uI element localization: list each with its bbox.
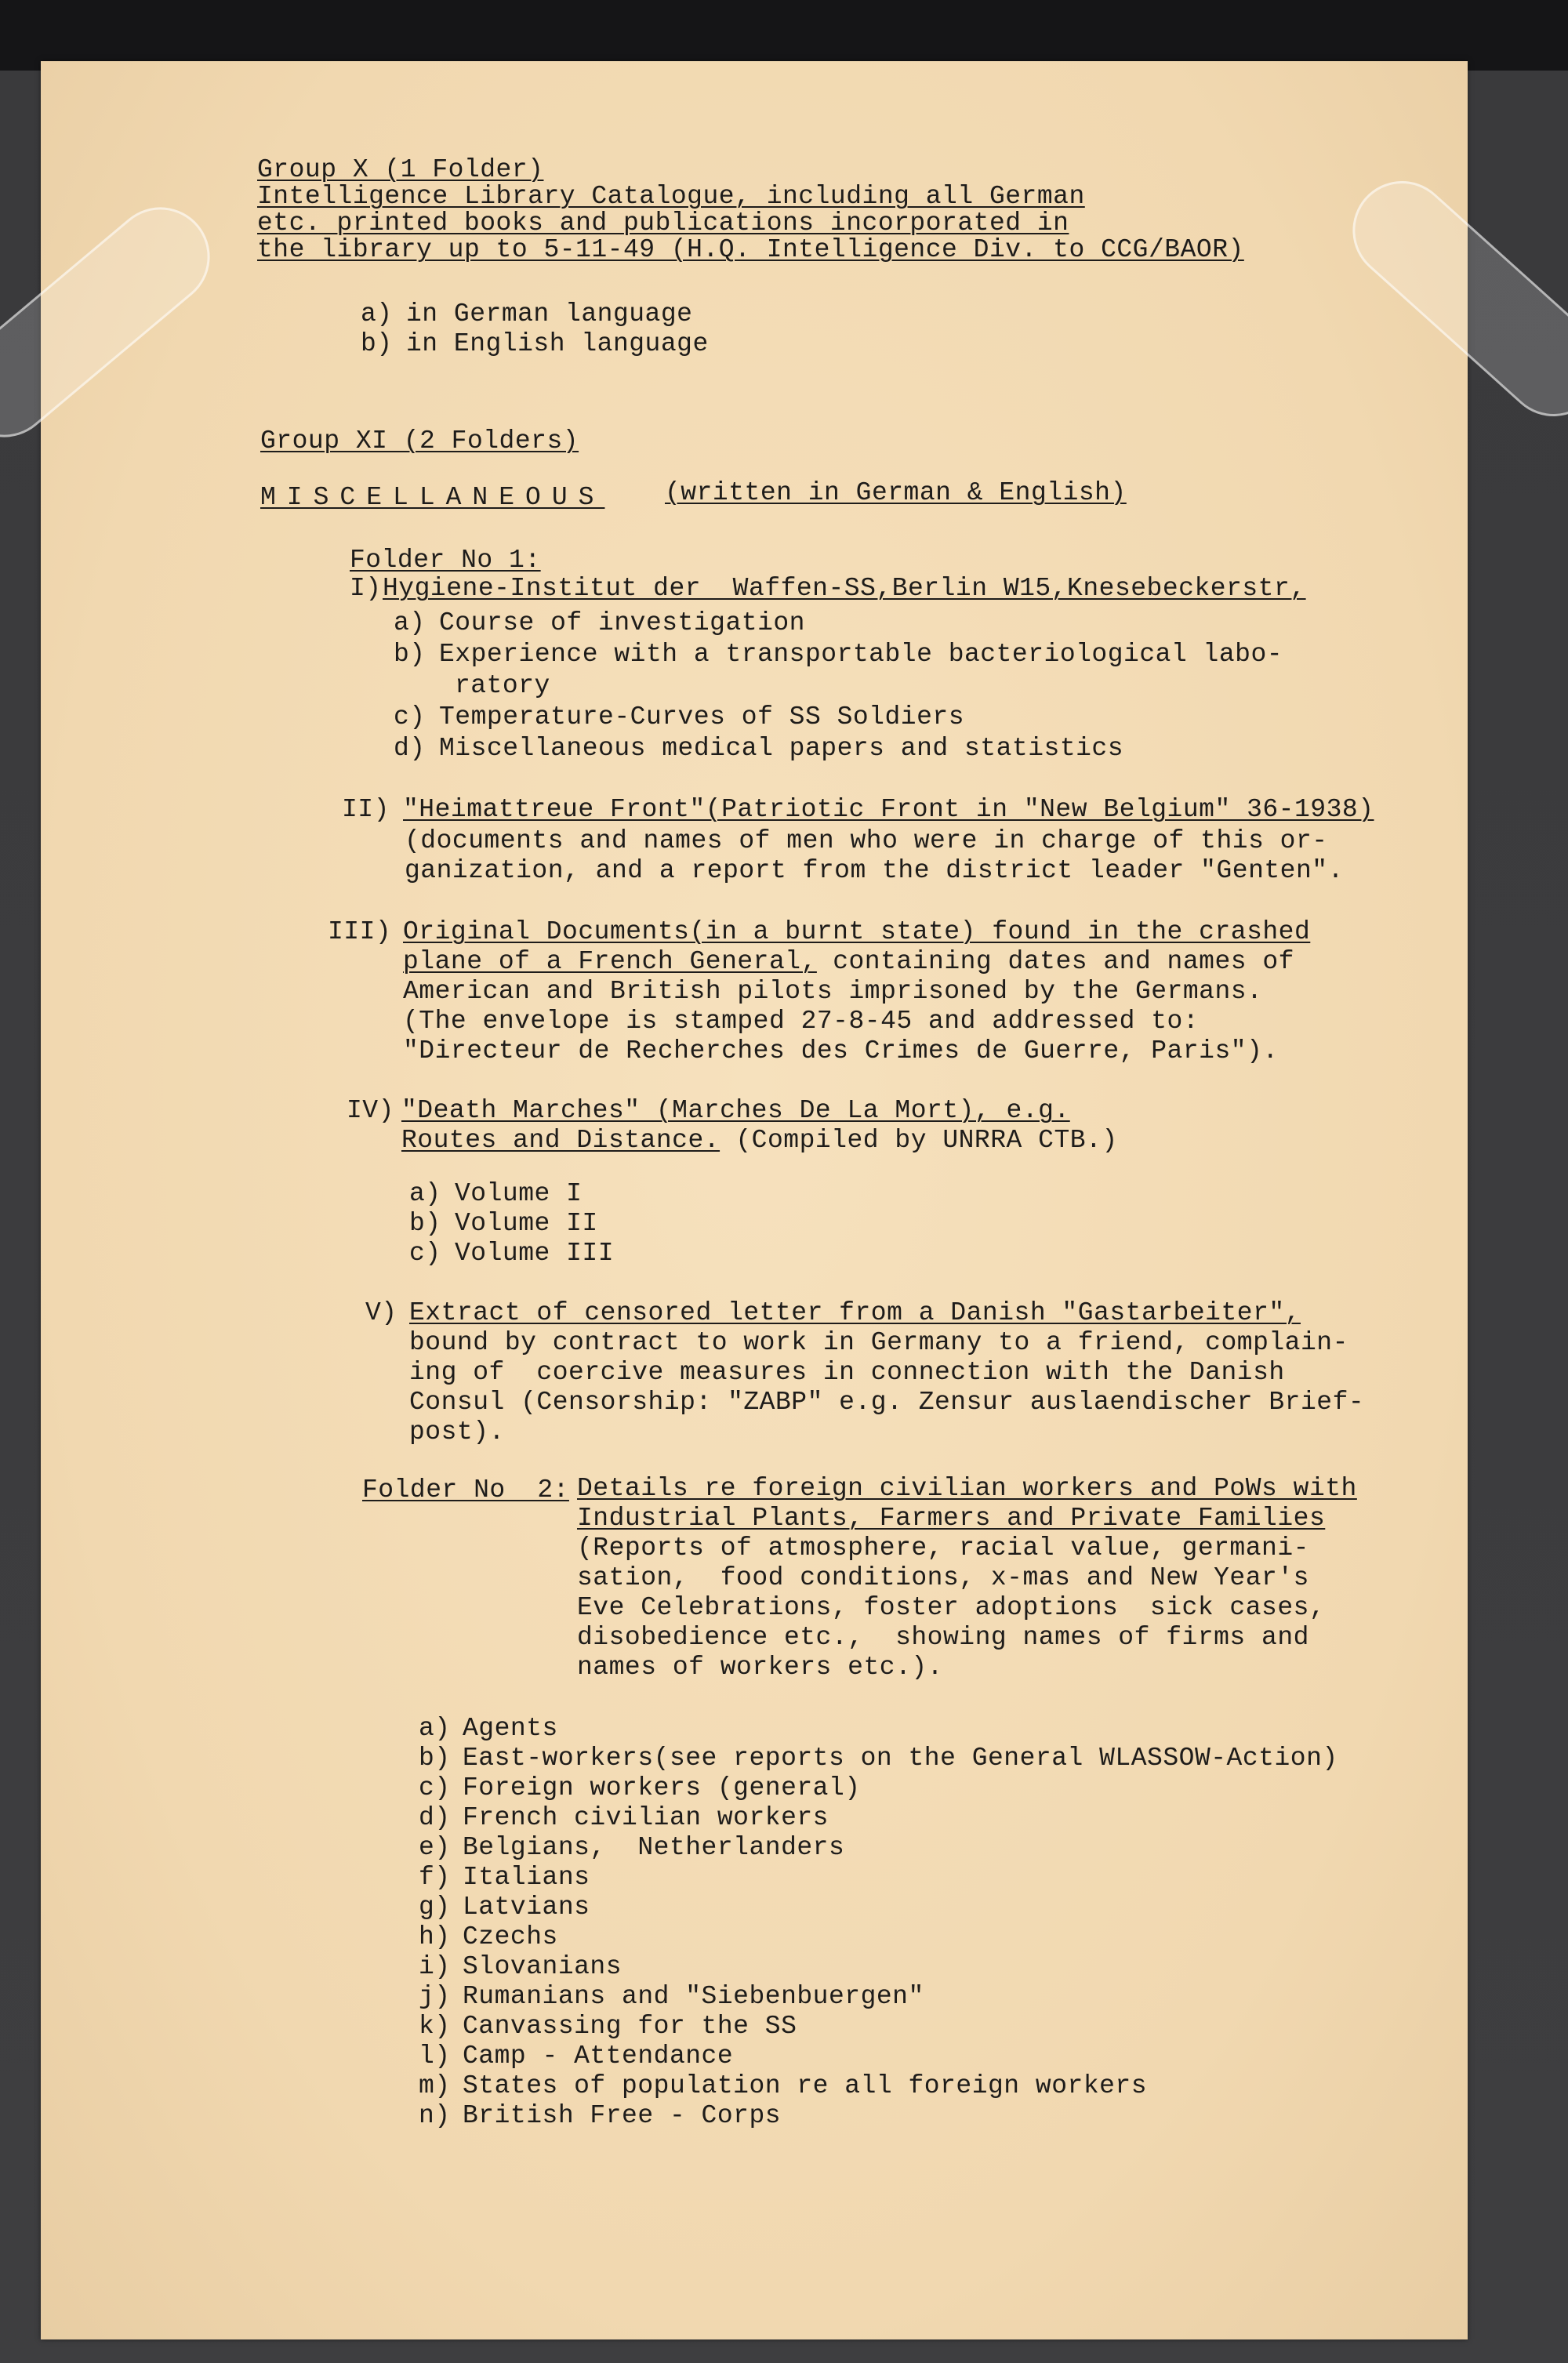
section-text: "Directeur de Recherches des Crimes de Guerre, Paris"). (403, 1036, 1279, 1065)
list-item: in English language (406, 329, 709, 358)
list-label: k) (419, 2012, 451, 2041)
folder-2-desc: names of workers etc.). (577, 1653, 943, 1682)
group-xi-heading: Group XI (2 Folders) (260, 427, 579, 456)
list-label: h) (419, 1922, 451, 1951)
list-label: i) (419, 1952, 451, 1981)
list-item: Camp - Attendance (463, 2042, 734, 2071)
folder-2-desc: disobedience etc., showing names of firms and (577, 1623, 1309, 1652)
list-label: b) (394, 640, 426, 669)
list-item: Italians (463, 1863, 590, 1892)
folder-2-desc: (Reports of atmosphere, racial value, germani- (577, 1534, 1309, 1563)
list-item: Volume II (455, 1209, 598, 1238)
section-title: "Death Marches" (Marches De La Mort), e.g. (401, 1096, 1070, 1125)
section-title: "Heimattreue Front"(Patriotic Front in "New Belgium" 36-1938) (403, 795, 1374, 824)
list-label: m) (419, 2071, 451, 2100)
list-label: c) (394, 702, 426, 731)
list-label: b) (409, 1209, 441, 1238)
section-text: bound by contract to work in Germany to a friend, complain- (409, 1328, 1348, 1357)
list-label: d) (394, 734, 426, 763)
folder-2-heading: Folder No 2: (362, 1476, 569, 1505)
list-item: Belgians, Netherlanders (463, 1833, 845, 1862)
list-item: Agents (463, 1714, 558, 1743)
list-label: c) (419, 1773, 451, 1802)
list-item: Course of investigation (439, 608, 805, 637)
section-numeral: IV) (347, 1096, 394, 1125)
folder-1-heading: Folder No 1: (350, 546, 541, 575)
group-x-title-line: the library up to 5-11-49 (H.Q. Intelligence Div. to CCG/BAOR) (257, 235, 1244, 264)
list-label: c) (409, 1239, 441, 1268)
list-label: b) (419, 1744, 451, 1773)
list-item: Rumanians and "Siebenbuergen" (463, 1982, 924, 2011)
section-title-continued: plane of a French General, (403, 947, 817, 976)
list-label: n) (419, 2101, 451, 2130)
section-title: Hygiene-Institut der Waffen-SS,Berlin W15,Knesebeckerstr, (383, 574, 1306, 603)
list-item: Foreign workers (general) (463, 1773, 861, 1802)
list-item: Miscellaneous medical papers and statistics (439, 734, 1124, 763)
section-text: (The envelope is stamped 27-8-45 and addressed to: (403, 1007, 1200, 1036)
list-item: British Free - Corps (463, 2101, 782, 2130)
miscellaneous-heading: MISCELLANEOUS (260, 483, 605, 512)
section-title: Extract of censored letter from a Danish "Gastarbeiter", (409, 1298, 1301, 1327)
list-item: Slovanians (463, 1952, 622, 1981)
list-item: Temperature-Curves of SS Soldiers (439, 702, 965, 731)
group-x-heading: Group X (1 Folder) (257, 155, 544, 184)
folder-2-title-line: Industrial Plants, Farmers and Private Families (577, 1504, 1326, 1533)
section-text: ganization, and a report from the district leader "Genten". (405, 856, 1344, 885)
list-item: Latvians (463, 1893, 590, 1922)
group-x-title-line: Intelligence Library Catalogue, including all German (257, 182, 1085, 211)
section-numeral: III) (328, 917, 392, 946)
section-title-continued: Routes and Distance. (401, 1126, 720, 1155)
list-label: a) (361, 299, 393, 328)
list-item: Czechs (463, 1922, 558, 1951)
folder-2-desc: sation, food conditions, x-mas and New Year's (577, 1563, 1309, 1592)
section-numeral: II) (342, 795, 390, 824)
list-item: French civilian workers (463, 1803, 829, 1832)
list-item: East-workers(see reports on the General WLASSOW-Action) (463, 1744, 1338, 1773)
list-label: f) (419, 1863, 451, 1892)
list-item: Volume I (455, 1179, 583, 1208)
list-label: a) (409, 1179, 441, 1208)
folder-2-title-line: Details re foreign civilian workers and PoWs with (577, 1474, 1357, 1503)
list-item: States of population re all foreign workers (463, 2071, 1148, 2100)
list-label: g) (419, 1893, 451, 1922)
folder-2-desc: Eve Celebrations, foster adoptions sick cases, (577, 1593, 1326, 1622)
section-text: (Compiled by UNRRA CTB.) (720, 1126, 1118, 1155)
section-text-line (403, 947, 1294, 977)
miscellaneous-note: (written in German & English) (665, 478, 1127, 507)
list-label: e) (419, 1833, 451, 1862)
list-item: Canvassing for the SS (463, 2012, 797, 2041)
section-text: American and British pilots imprisoned by the Germans. (403, 977, 1263, 1006)
section-text: containing dates and names of (816, 947, 1294, 976)
list-label: a) (394, 608, 426, 637)
list-item: in German language (406, 299, 693, 328)
section-title: Original Documents(in a burnt state) found in the crashed (403, 917, 1311, 946)
section-text: ing of coercive measures in connection with the Danish (409, 1358, 1285, 1387)
list-label: j) (419, 1982, 451, 2011)
list-label: d) (419, 1803, 451, 1832)
section-text-line (401, 1126, 1118, 1156)
section-numeral: I) (350, 574, 382, 603)
list-item: Experience with a transportable bacteriological labo- (439, 640, 1283, 669)
list-label: a) (419, 1714, 451, 1743)
section-numeral: V) (365, 1298, 397, 1327)
group-x-title-line: etc. printed books and publications incorporated in (257, 209, 1069, 238)
list-item: Volume III (455, 1239, 615, 1268)
section-text: post). (409, 1417, 505, 1446)
section-text: (documents and names of men who were in charge of this or- (405, 826, 1328, 855)
list-label: b) (361, 329, 393, 358)
list-item: ratory (455, 671, 550, 700)
list-label: l) (419, 2042, 451, 2071)
section-text: Consul (Censorship: "ZABP" e.g. Zensur auslaendischer Brief- (409, 1388, 1365, 1417)
